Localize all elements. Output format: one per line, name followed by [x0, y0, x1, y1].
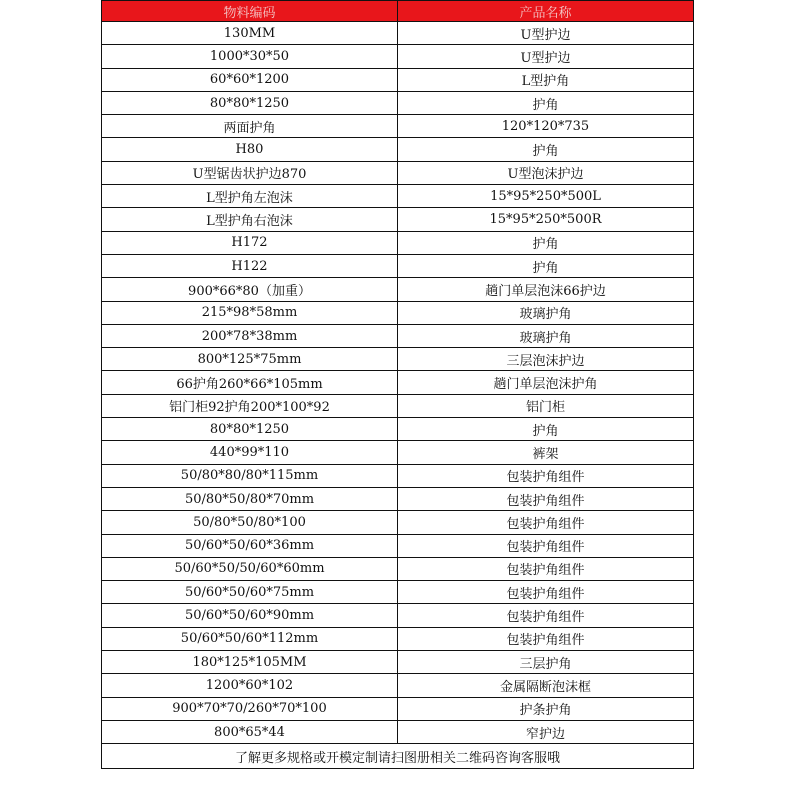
cell-material-code: 440*99*110	[102, 441, 398, 464]
cell-material-code: H122	[102, 254, 398, 277]
table-row	[102, 208, 694, 231]
table-row	[102, 45, 694, 68]
table-row	[102, 301, 694, 324]
cell-product-name: 三层护角	[398, 651, 694, 674]
table-row	[102, 278, 694, 301]
table-row	[102, 581, 694, 604]
cell-product-name: U型护边	[398, 22, 694, 45]
cell-material-code: 50/60*50/60*75mm	[102, 581, 398, 604]
table-row	[102, 464, 694, 487]
header-material-code: 物料编码	[102, 1, 398, 22]
cell-material-code: 两面护角	[102, 115, 398, 138]
cell-material-code: 1000*30*50	[102, 45, 398, 68]
table-row	[102, 394, 694, 417]
cell-product-name: 铝门柜	[398, 394, 694, 417]
footer-note: 了解更多规格或开模定制请扫图册相关二维码咨询客服哦	[102, 744, 694, 769]
cell-material-code: 180*125*105MM	[102, 651, 398, 674]
cell-product-name: 护角	[398, 418, 694, 441]
table-row	[102, 441, 694, 464]
cell-product-name: 护角	[398, 138, 694, 161]
cell-material-code: 50/80*50/80*70mm	[102, 487, 398, 510]
cell-material-code: 50/80*50/80*100	[102, 511, 398, 534]
cell-product-name: 金属隔断泡沫框	[398, 674, 694, 697]
table-row	[102, 324, 694, 347]
table-row	[102, 604, 694, 627]
cell-product-name: 玻璃护角	[398, 301, 694, 324]
cell-material-code: 铝门柜92护角200*100*92	[102, 394, 398, 417]
cell-product-name: 趟门单层泡沫护角	[398, 371, 694, 394]
cell-product-name: L型护角	[398, 68, 694, 91]
cell-material-code: L型护角右泡沫	[102, 208, 398, 231]
table-row	[102, 91, 694, 114]
table-row	[102, 348, 694, 371]
table-row	[102, 371, 694, 394]
table-row	[102, 627, 694, 650]
cell-product-name: 护条护角	[398, 697, 694, 720]
cell-material-code: 800*65*44	[102, 720, 398, 743]
cell-product-name: 护角	[398, 91, 694, 114]
table-header-row	[102, 1, 694, 22]
cell-product-name: 包装护角组件	[398, 604, 694, 627]
table-row	[102, 185, 694, 208]
cell-product-name: 包装护角组件	[398, 487, 694, 510]
cell-product-name: 120*120*735	[398, 115, 694, 138]
cell-product-name: 趟门单层泡沫66护边	[398, 278, 694, 301]
cell-material-code: 66护角260*66*105mm	[102, 371, 398, 394]
cell-material-code: H80	[102, 138, 398, 161]
table-row	[102, 138, 694, 161]
cell-material-code: 200*78*38mm	[102, 324, 398, 347]
table-row	[102, 557, 694, 580]
table-row	[102, 511, 694, 534]
table-row	[102, 674, 694, 697]
cell-material-code: 50/60*50/60*90mm	[102, 604, 398, 627]
cell-product-name: 包装护角组件	[398, 627, 694, 650]
cell-material-code: 50/60*50/50/60*60mm	[102, 557, 398, 580]
cell-product-name: 包装护角组件	[398, 534, 694, 557]
cell-product-name: 包装护角组件	[398, 464, 694, 487]
cell-material-code: 50/80*80/80*115mm	[102, 464, 398, 487]
cell-material-code: 50/60*50/60*36mm	[102, 534, 398, 557]
cell-material-code: 215*98*58mm	[102, 301, 398, 324]
cell-product-name: 玻璃护角	[398, 324, 694, 347]
header-product-name: 产品名称	[398, 1, 694, 22]
footer-row	[102, 744, 694, 769]
cell-material-code: 80*80*1250	[102, 418, 398, 441]
cell-product-name: 窄护边	[398, 720, 694, 743]
cell-product-name: 15*95*250*500R	[398, 208, 694, 231]
cell-material-code: 800*125*75mm	[102, 348, 398, 371]
cell-material-code: 900*70*70/260*70*100	[102, 697, 398, 720]
cell-product-name: 15*95*250*500L	[398, 185, 694, 208]
cell-product-name: 包装护角组件	[398, 511, 694, 534]
table-row	[102, 418, 694, 441]
cell-material-code: L型护角左泡沫	[102, 185, 398, 208]
cell-material-code: 1200*60*102	[102, 674, 398, 697]
cell-material-code: 60*60*1200	[102, 68, 398, 91]
cell-material-code: 80*80*1250	[102, 91, 398, 114]
cell-material-code: U型锯齿状护边870	[102, 161, 398, 184]
cell-product-name: U型护边	[398, 45, 694, 68]
cell-product-name: 护角	[398, 254, 694, 277]
table-row	[102, 115, 694, 138]
cell-material-code: 900*66*80（加重）	[102, 278, 398, 301]
table-row	[102, 534, 694, 557]
table-row	[102, 487, 694, 510]
cell-product-name: 三层泡沫护边	[398, 348, 694, 371]
cell-product-name: U型泡沫护边	[398, 161, 694, 184]
cell-material-code: 50/60*50/60*112mm	[102, 627, 398, 650]
cell-product-name: 包装护角组件	[398, 557, 694, 580]
product-table	[101, 0, 694, 769]
table-row	[102, 651, 694, 674]
cell-material-code: H172	[102, 231, 398, 254]
table-row	[102, 22, 694, 45]
table-row	[102, 68, 694, 91]
table-row	[102, 231, 694, 254]
table-row	[102, 697, 694, 720]
cell-material-code: 130MM	[102, 22, 398, 45]
table-row	[102, 161, 694, 184]
cell-product-name: 护角	[398, 231, 694, 254]
table-row	[102, 720, 694, 743]
cell-product-name: 包装护角组件	[398, 581, 694, 604]
cell-product-name: 裤架	[398, 441, 694, 464]
product-table-container	[101, 0, 693, 800]
table-row	[102, 254, 694, 277]
